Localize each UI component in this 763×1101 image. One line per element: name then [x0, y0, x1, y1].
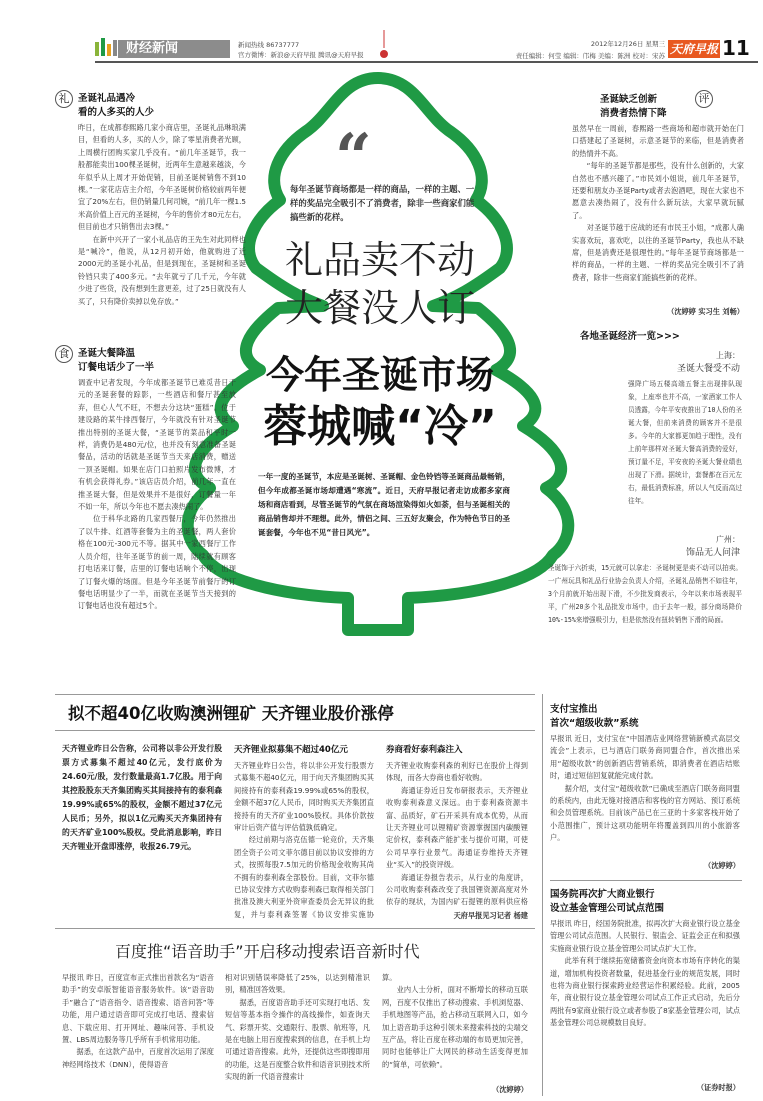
lithium-headline: 拟不超40亿收购澳洲锂矿 天齐锂业股价涨停 — [68, 704, 394, 723]
hotline: 新闻热线 86737777 — [238, 41, 300, 49]
title-line-3: 今年圣诞市场 — [265, 353, 494, 397]
ornament-icon — [380, 30, 388, 60]
right-headline-1: 圣诞缺乏创新 消费者热情下降 — [600, 94, 667, 119]
staff-credits: 责任编辑：何莹 编辑：邝梅 美编：陈洲 校对：宋苏 — [515, 52, 665, 60]
city-shanghai-title: 圣诞大餐受不动 — [676, 364, 740, 374]
brand-logo: 天府早报 — [669, 42, 718, 56]
tag-review: 评 — [695, 90, 713, 108]
title-line-2: 大餐没人订 — [284, 286, 475, 330]
alipay-headline: 支付宝推出 首次“超级收款”系统 — [550, 704, 639, 729]
lithium-subhead-1: 天齐锂业拟募集不超过40亿元 — [234, 745, 348, 755]
left-headline-1: 圣诞礼品遇冷 看的人多买的人少 — [78, 93, 155, 118]
lithium-body-2: 天齐锂业收购泰利森的利好已在股价上得到体现，而各大券商也看好收购。 海通证券近日发布研报表示，天齐锂业收购泰利森意义深远。由于泰利森资源丰富、品质好，矿石开采具有成本优势，从而让天齐锂业可以锂精矿资源掌握国内碳酸锂定价权，泰利森产能扩张与提价可期，可使公司早享行业景气。海通证券维持天齐锂业“买入”的投资评级。 海通证券报告表示，从行业的角度讲，公司收购泰利森改变了我国锂资源高度对外依存的现状，为国内矿石提锂的原料供应格 — [386, 761, 528, 907]
title-line-4: 蓉城喊“冷” — [263, 401, 497, 452]
alipay-body: 早报讯 近日，支付宝在“中国酒店业网络营销新模式高层交流会”上表示，已与酒店门联务商同盟合作，首次推出采用“超级收款”的创新酒店营销系统，即消费者在酒店结账时，通过短信回复就能完成付款。 据介绍，支付宝“超级收款”已确成至酒店门联务商同盟的系统内，由此无缝对接酒店和客栈的官方网站、预订系统和会员管理系统。目前该产品已在三亚的十多家客栈开始了小范围推广，预计这项功能明年将覆盖到四川的小旅游客户。 — [550, 734, 740, 843]
baidu-byline: （沈婷婷） — [492, 1085, 528, 1094]
lithium-byline: 天府早报见习记者 杨建 — [453, 911, 528, 920]
left-body-2: 调查中记者发现，今年成都圣诞节已难觅昔日千元的圣诞套餐的踪影，一些酒店和餐厅甚至放弃，但心人气不旺，不想去分这块“蛋糕”。位于建设路的某牛排西餐厅，今年就没有针对圣诞节推出特别的圣诞大餐，“圣诞节的菜品和平时一样，消费仍是480元/位，也并没有刻意准备圣诞餐品，活动的话就是圣诞节当天来店消费，赠送一顶圣诞帽。如果在店门口拍照片发布微博，才有机会获得礼券。”该店店员介绍，前几年一直在推圣诞大餐，但是效果并不是很好，订餐量一年不如一年，所以今年也不愿去凑热闹了。 位于科华北路的几家西餐厅，今年仍然推出了以牛排、红酒等套餐为主的圣诞餐，两人套价格在100元-300元不等。据其中一家西餐厅工作人员介绍，往年圣诞节的前一周，陆续就有顾客打电话来订餐，店里的订餐电话响个不停，出现了订餐火爆的场面。但是今年圣诞节前餐厅的订餐电话明显少了一半，而就在圣诞节当天接到的订餐电话也没有超过5个。 — [78, 378, 236, 611]
council-byline: （证券时报） — [696, 1083, 740, 1092]
lithium-body-1: 天齐锂业昨日公告，将以非公开发行股票方式募集不超40亿元，用于向天齐集团购买其间接持有的泰利森19.99%或65%的股权，金额不超37亿人民币，同时购买天齐集团直接持有的天齐矿业100%股权。具体价款按审计后资产值与评估值孰低确定。 经过前期与洛克伍德一轮竞价，天齐集团全资子公司文菲尔德目前以协议安排的方式，按照每股7.5加元的价格现金收购其尚不拥有的泰利森全部股份。目前，文菲尔德已协议安排方式收购泰利森已取得相关部门批准及澳大利亚外资审查委员会无异议的批复，并与泰利森签署《协议安排实施协 — [234, 761, 374, 919]
weibo: 官方微博：新浪@天府早报 腾讯@天府早报 — [238, 51, 364, 59]
section-logo-icon — [95, 38, 117, 56]
left-body-1: 昨日，在成都春熙路几家小商店里，圣诞礼品琳琅满目，但看的人多，买的人少，除了零星消费者光顾，上周横行团购买家几乎没有。“前几年圣诞节，我一般都能卖出100棵圣诞树，近两年生意越来越淡，今年似乎从上周才开始促销，目前圣诞树销售不到10棵。”一家花店店主介绍，今年圣诞树价格较前两年便宜了20%左右，但仍销量几何司婉，“前几年一棵1.5米高价值上百元的圣诞树，今年的售价才80元左右，但目前也才只销售出去3棵。” 在新中兴开了一家小礼品店的王先生对此同样也是“喊冷”，他说，从12月初开始，他就购进了近2000元的圣诞小礼品，但是到现在，圣诞树和圣诞铃铛只卖了400多元。“去年就亏了几千元，今年就少进了些货，没有想到生意更差，过了25日就没有人买了，只有降价卖掉以免存放。” — [78, 123, 246, 306]
right-byline-1: （沈婷婷 实习生 刘畅） — [667, 307, 744, 316]
tag-gift: 礼 — [55, 90, 73, 108]
right-body-1: 虽然早在一周前，春熙路一些商场和超市就开始在门口搭建起了圣诞树，示意圣诞节的来临，但是消费者的热情并不高。 “每年的圣诞节都是那些，没有什么创新的，大家自然也不感兴趣了。”市民刘小姐说，前几年圣诞节，还要和朋友办圣诞Party或者去泡酒吧，现在大家也不愿意去凑热闹了，没有什么新玩法，大家早就玩腻了。 对圣诞节越于应战的还有市民王小姐，“成都人确实喜欢玩，喜欢吃，以往的圣诞节Party，我也从不缺席，但是消费还是很理性的。”每年圣诞节商场都是一样的商品，一样的主题、一样的奖品完全吸引不了消费者，除非一些商家们能搞些新的花样。 — [572, 124, 744, 282]
section-title: 财经新闻 — [118, 40, 230, 58]
masthead — [0, 0, 763, 64]
upper-section-rule — [55, 694, 535, 695]
baidu-body-3: 算。 业内人士分析，面对不断增长的移动互联网，百度不仅推出了移动搜索、手机浏览器、手机地图等产品，抢占移动互联网入口，如今加上语音助手这种引领未来搜索科技的尖端交互产品，将让百度在移动端的布局更加完善，同时也能够让广大网民的移动生活变得更加的“简单，可依赖”。 — [382, 973, 528, 1069]
baidu-body-2: 相对识别错误率降低了25%，以达到精准识别，精准回答效果。 据悉，百度语音助手还可实现打电话、发短信等基本指令操作的高线操作，如查询天气、彩票开奖、交通限行、股票、航班等，凡是在电脑上用百度搜索到的信息，在手机上均可通过语音搜索。此外，还提供这些即搜即用的功能，这是百度整合软件和语音识别技术所实现的新一代语音搜索计 — [225, 973, 370, 1082]
council-body: 早报讯 昨日，经国务院批准，拟再次扩大商业银行设立基金管理公司试点范围。人民银行、银监会、证监会正在和拟强实施商业银行设立基金管理公司试点扩大工作。 此举有利于继续拓宽储蓄资金向资本市场有序转化的渠道，增加机构投资者数量，促进基金行业的规范发展，同时也将为商业银行探索跨业经营运作积累经验。此前，2005年，商业银行设立基金管理公司试点工作正式启动，先后分两批有9家商业银行设立或者参股了8家基金管理公司，试点基金管理公司总规模数目良好。 — [550, 919, 740, 1028]
lower-column-divider — [542, 694, 543, 1096]
alipay-byline: （沈婷婷） — [704, 861, 740, 870]
lithium-rule — [55, 730, 535, 731]
page-number: 11 — [722, 36, 750, 60]
lithium-lead: 天齐锂业昨日公告称，公司将以非公开发行股票方式募集不超过40亿元，发行底价为24.60元/股，发行数量最高1.7亿股。用于向其控股股东天齐集团购买其间接持有的泰利森19.99%或65%的股权，金额不超过37亿元人民币；另外，拟以1亿元购买天齐集团持有的天齐矿业100%股权。受此消息影响，昨日天齐锂业开盘即涨停，收报26.79元。 — [62, 744, 222, 851]
city-guangzhou: 广州： — [716, 535, 740, 544]
baidu-headline: 百度推“语音助手”开启移动搜索语音新时代 — [115, 942, 420, 961]
left-headline-2: 圣诞大餐降温 订餐电话少了一半 — [78, 348, 155, 373]
masthead-rule — [95, 61, 758, 63]
middle-rule — [55, 928, 535, 929]
city-guangzhou-text: 圣诞饰于六折卖，15元就可以拿走：圣诞树更是卖不动可以拍卖。一广州玩具和礼品行业协会负责人介绍，圣诞礼品销售不如往年，3个月前就开始出现下滑，不少批发商表示，今年以来市场表现平平，广州20多个礼品批发市场中，由于去年一般，部分商场降价10%-15%来增强吸引力，但是依然没有扭转销售下滑的局面。 — [548, 564, 742, 624]
lithium-subhead-2: 券商看好泰利森注入 — [386, 745, 463, 755]
quote-mark-icon: “ — [335, 120, 372, 195]
tag-food: 食 — [55, 345, 73, 363]
title-line-1: 礼品卖不动 — [284, 238, 475, 282]
issue-date: 2012年12月26日 星期三 — [590, 40, 665, 48]
city-guangzhou-title: 饰品无人问津 — [685, 548, 740, 558]
right-lower-rule — [550, 880, 742, 881]
city-shanghai: 上海： — [716, 351, 740, 360]
council-headline: 国务院再次扩大商业银行 设立基金管理公司试点范围 — [550, 889, 665, 914]
baidu-body-1: 早报讯 昨日，百度宣布正式推出首款名为“语音助手”的安卓版智能语音服务软件。该“语音助手”融合了“语音指令、语音搜索、语音问答”等功能，用户通过语音即可完成打电话、搜索信息、下载应用、打开网址、趣味问答、手机设置、LBS周边服务等几乎所有手机常用功能。 据悉，在这款产品中，百度首次运用了深度神经网络技术（DNN），使得语音 — [62, 973, 214, 1069]
economy-roundup-title: 各地圣诞经济一览>>> — [580, 331, 680, 342]
tree-quote: 每年圣诞节商场都是一样的商品，一样的主题、一样的奖品完全吸引不了消费者，除非一些商家们能搞些新的花样。 — [290, 184, 475, 222]
city-shanghai-text: 强降广场五楼高端五餐主出现排队现象，上座率也并不高，一家酒家工作人员透露，今年平安夜推出了10人份的圣诞大餐，但前来消费的顾客并不是很多。今年的大家都更加趋于理性，没有上前年那样对圣诞大餐高消费的爱好，预订量不足，平安夜的圣诞大餐业绩也出现了下滑。据统计，套餐都在百元左右，最低消费标准，所以人气反而高过往年。 — [628, 380, 742, 505]
tree-lead: 一年一度的圣诞节，本应是圣诞树、圣诞帽、金色铃铛等圣诞商品最畅销，但今年成都圣诞市场却遭遇“寒流”。近日，天府早报记者走访成都多家商场和商店看到，尽管圣诞节的气氛在商场渲染得如火如荼，但与圣诞相关的商品销售却并不理想。此外，情侣之间、三五好友聚会，作为特色节日的圣诞套餐，今年也不见“昔日风光”。 — [258, 472, 510, 537]
